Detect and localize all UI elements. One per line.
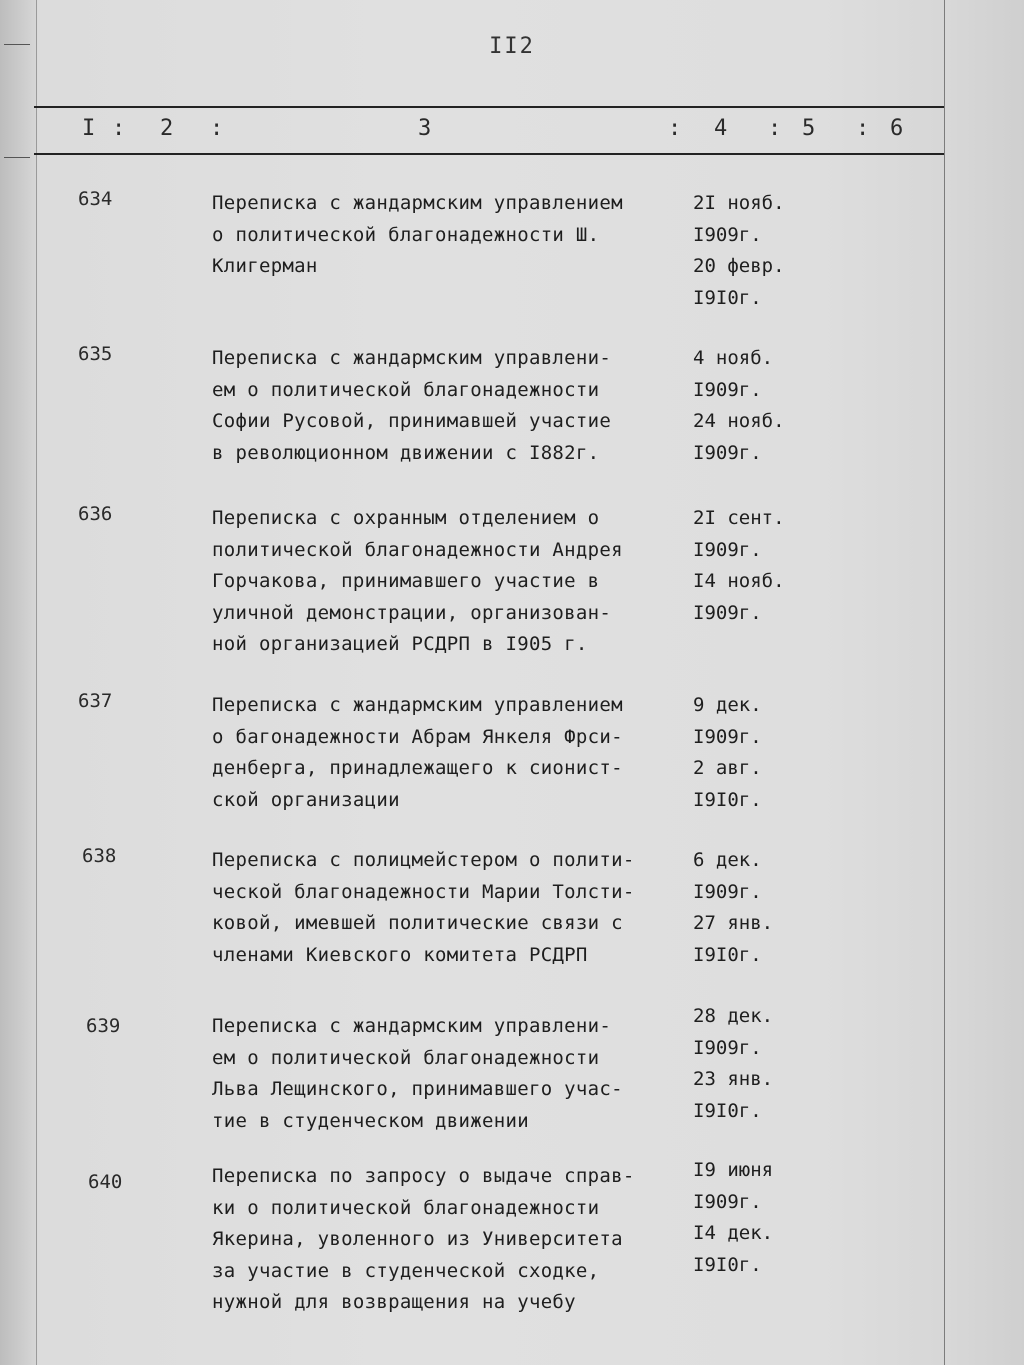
- description-line: ковой, имевшей политические связи с: [212, 912, 623, 934]
- entry-description: [212, 690, 692, 816]
- description-line: Якерина, уволенного из Университета: [212, 1228, 623, 1250]
- entry-number: 635: [78, 343, 113, 365]
- description-line: ки о политической благонадежности: [212, 1196, 600, 1219]
- description-line: в революционном движении с I882г.: [212, 441, 600, 464]
- description-line: Переписка с жандармским управлени-: [212, 1015, 612, 1037]
- entry-description: [212, 1011, 692, 1137]
- description-line: политической благонадежности Андрея: [212, 538, 623, 561]
- column-header-5: 5: [802, 116, 816, 141]
- end-year: I9I0г.: [693, 1253, 762, 1276]
- end-date: I4 нояб.: [693, 570, 785, 592]
- start-date: 4 нояб.: [693, 347, 774, 369]
- entry-number: 639: [86, 1015, 121, 1037]
- start-date: 28 дек.: [693, 1005, 774, 1027]
- entry-dates: [693, 1155, 823, 1281]
- entry-dates: [693, 845, 823, 971]
- entry-dates: [693, 690, 823, 816]
- description-line: ческой благонадежности Марии Толсти-: [212, 880, 635, 903]
- description-line: Переписка с жандармским управлени-: [212, 347, 612, 369]
- entry-description: [212, 845, 692, 971]
- description-line: тие в студенческом движении: [212, 1109, 529, 1132]
- description-line: денберга, принадлежащего к сионист-: [212, 757, 623, 779]
- binding-stamp-box: [4, 44, 30, 158]
- binding-strip: [0, 0, 37, 1365]
- description-line: Переписка с охранным отделением о: [212, 507, 600, 529]
- end-year: I909г.: [693, 441, 762, 464]
- column-separator: :: [112, 116, 126, 141]
- column-separator: :: [668, 116, 682, 141]
- entry-description: [212, 188, 692, 283]
- entry-number: 638: [82, 845, 117, 867]
- start-date: 2I нояб.: [693, 192, 785, 214]
- entry-description: [212, 343, 692, 469]
- entry-description: [212, 503, 692, 661]
- next-page-edge: [944, 0, 1024, 1365]
- description-line: нужной для возвращения на учебу: [212, 1291, 576, 1313]
- end-date: 23 янв.: [693, 1068, 774, 1090]
- header-bottom-rule: [34, 153, 944, 155]
- column-header-6: 6: [890, 116, 904, 141]
- description-line: Клигерман: [212, 255, 318, 277]
- description-line: Льва Лещинского, принимавшего учас-: [212, 1078, 623, 1100]
- description-line: Переписка с полицмейстером о полити-: [212, 849, 635, 871]
- end-year: I909г.: [693, 601, 762, 624]
- description-line: уличной демонстрации, организован-: [212, 601, 612, 624]
- description-line: о багонадежности Абрам Янкеля Фрси-: [212, 725, 623, 748]
- end-year: I9I0г.: [693, 286, 762, 309]
- description-line: ской организации: [212, 788, 400, 811]
- end-date: I4 дек.: [693, 1222, 774, 1244]
- header-top-rule: [34, 106, 944, 108]
- start-year: I909г.: [693, 538, 762, 561]
- column-separator: :: [210, 116, 224, 141]
- column-separator: :: [768, 116, 782, 141]
- description-line: ем о политической благонадежности: [212, 378, 600, 401]
- entry-dates: [693, 503, 823, 629]
- entry-dates: [693, 343, 823, 469]
- description-line: Переписка с жандармским управлением: [212, 192, 623, 214]
- start-year: I909г.: [693, 1190, 762, 1213]
- column-header-4: 4: [714, 116, 728, 141]
- end-date: 2 авг.: [693, 757, 762, 779]
- end-year: I9I0г.: [693, 1099, 762, 1122]
- entry-number: 640: [88, 1171, 123, 1193]
- start-year: I909г.: [693, 880, 762, 903]
- start-year: I909г.: [693, 725, 762, 748]
- description-line: о политической благонадежности Ш.: [212, 223, 600, 246]
- start-date: 6 дек.: [693, 849, 762, 871]
- start-date: 9 дек.: [693, 694, 762, 716]
- end-date: 24 нояб.: [693, 410, 785, 432]
- entry-dates: [693, 188, 823, 314]
- description-line: Софии Русовой, принимавшей участие: [212, 410, 612, 432]
- description-line: за участие в студенческой сходке,: [212, 1259, 600, 1282]
- description-line: Переписка с жандармским управлением: [212, 694, 623, 716]
- description-line: Переписка по запросу о выдаче справ-: [212, 1165, 635, 1187]
- start-year: I909г.: [693, 223, 762, 246]
- page-number: II2: [489, 34, 535, 59]
- start-year: I909г.: [693, 378, 762, 401]
- entry-number: 636: [78, 503, 113, 525]
- start-date: I9 июня: [693, 1159, 774, 1181]
- entry-number: 634: [78, 188, 113, 210]
- column-header-3: 3: [418, 116, 432, 141]
- description-line: ной организацией РСДРП в I905 г.: [212, 633, 588, 655]
- entry-description: [212, 1161, 692, 1319]
- end-date: 27 янв.: [693, 912, 774, 934]
- column-header-2: 2: [160, 116, 174, 141]
- description-line: Горчакова, принимавшего участие в: [212, 570, 600, 592]
- description-line: членами Киевского комитета РСДРП: [212, 943, 588, 966]
- start-date: 2I сент.: [693, 507, 785, 529]
- end-year: I9I0г.: [693, 788, 762, 811]
- start-year: I909г.: [693, 1036, 762, 1059]
- entry-dates: [693, 1001, 823, 1127]
- description-line: ем о политической благонадежности: [212, 1046, 600, 1069]
- column-header-1: I: [82, 116, 96, 141]
- column-separator: :: [856, 116, 870, 141]
- end-year: I9I0г.: [693, 943, 762, 966]
- entry-number: 637: [78, 690, 113, 712]
- end-date: 20 февр.: [693, 255, 785, 277]
